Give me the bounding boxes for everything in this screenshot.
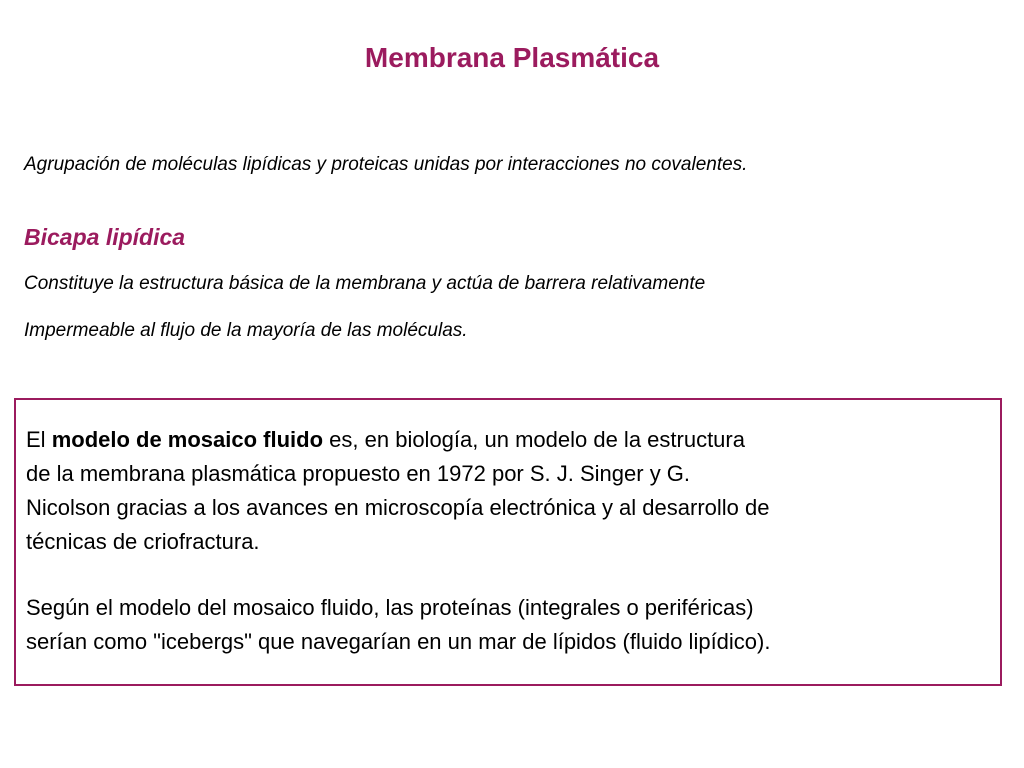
box-paragraph-2-line-2: serían como "icebergs" que navegarían en un mar de lípidos (fluido lipídico). xyxy=(26,629,771,654)
box-paragraph-1-line-4: técnicas de criofractura. xyxy=(26,529,260,554)
fluid-mosaic-box xyxy=(14,398,1002,686)
box-paragraph-1-line-2: de la membrana plasmática propuesto en 1972 por S. J. Singer y G. xyxy=(26,461,691,486)
box-prefix-text: El xyxy=(26,427,52,452)
page-title: Membrana Plasmática xyxy=(364,42,660,73)
section-heading: Bicapa lipídica xyxy=(24,224,186,250)
intro-text: Agrupación de moléculas lipídicas y proteicas unidas por interacciones no covalentes. xyxy=(24,154,748,175)
fluid-mosaic-term: modelo de mosaico fluido xyxy=(51,427,324,452)
section-description-line-1: Constituye la estructura básica de la membrana y actúa de barrera relativamente xyxy=(24,273,706,294)
box-paragraph-2-line-1: Según el modelo del mosaico fluido, las proteínas (integrales o periféricas) xyxy=(26,595,754,620)
box-paragraph-1-line-3: Nicolson gracias a los avances en microscopía electrónica y al desarrollo de xyxy=(26,495,770,520)
box-line-1-rest: es, en biología, un modelo de la estructura xyxy=(323,427,745,452)
section-description-line-2: Impermeable al flujo de la mayoría de las moléculas. xyxy=(24,320,468,341)
box-paragraph-1-line-1 xyxy=(26,426,745,454)
